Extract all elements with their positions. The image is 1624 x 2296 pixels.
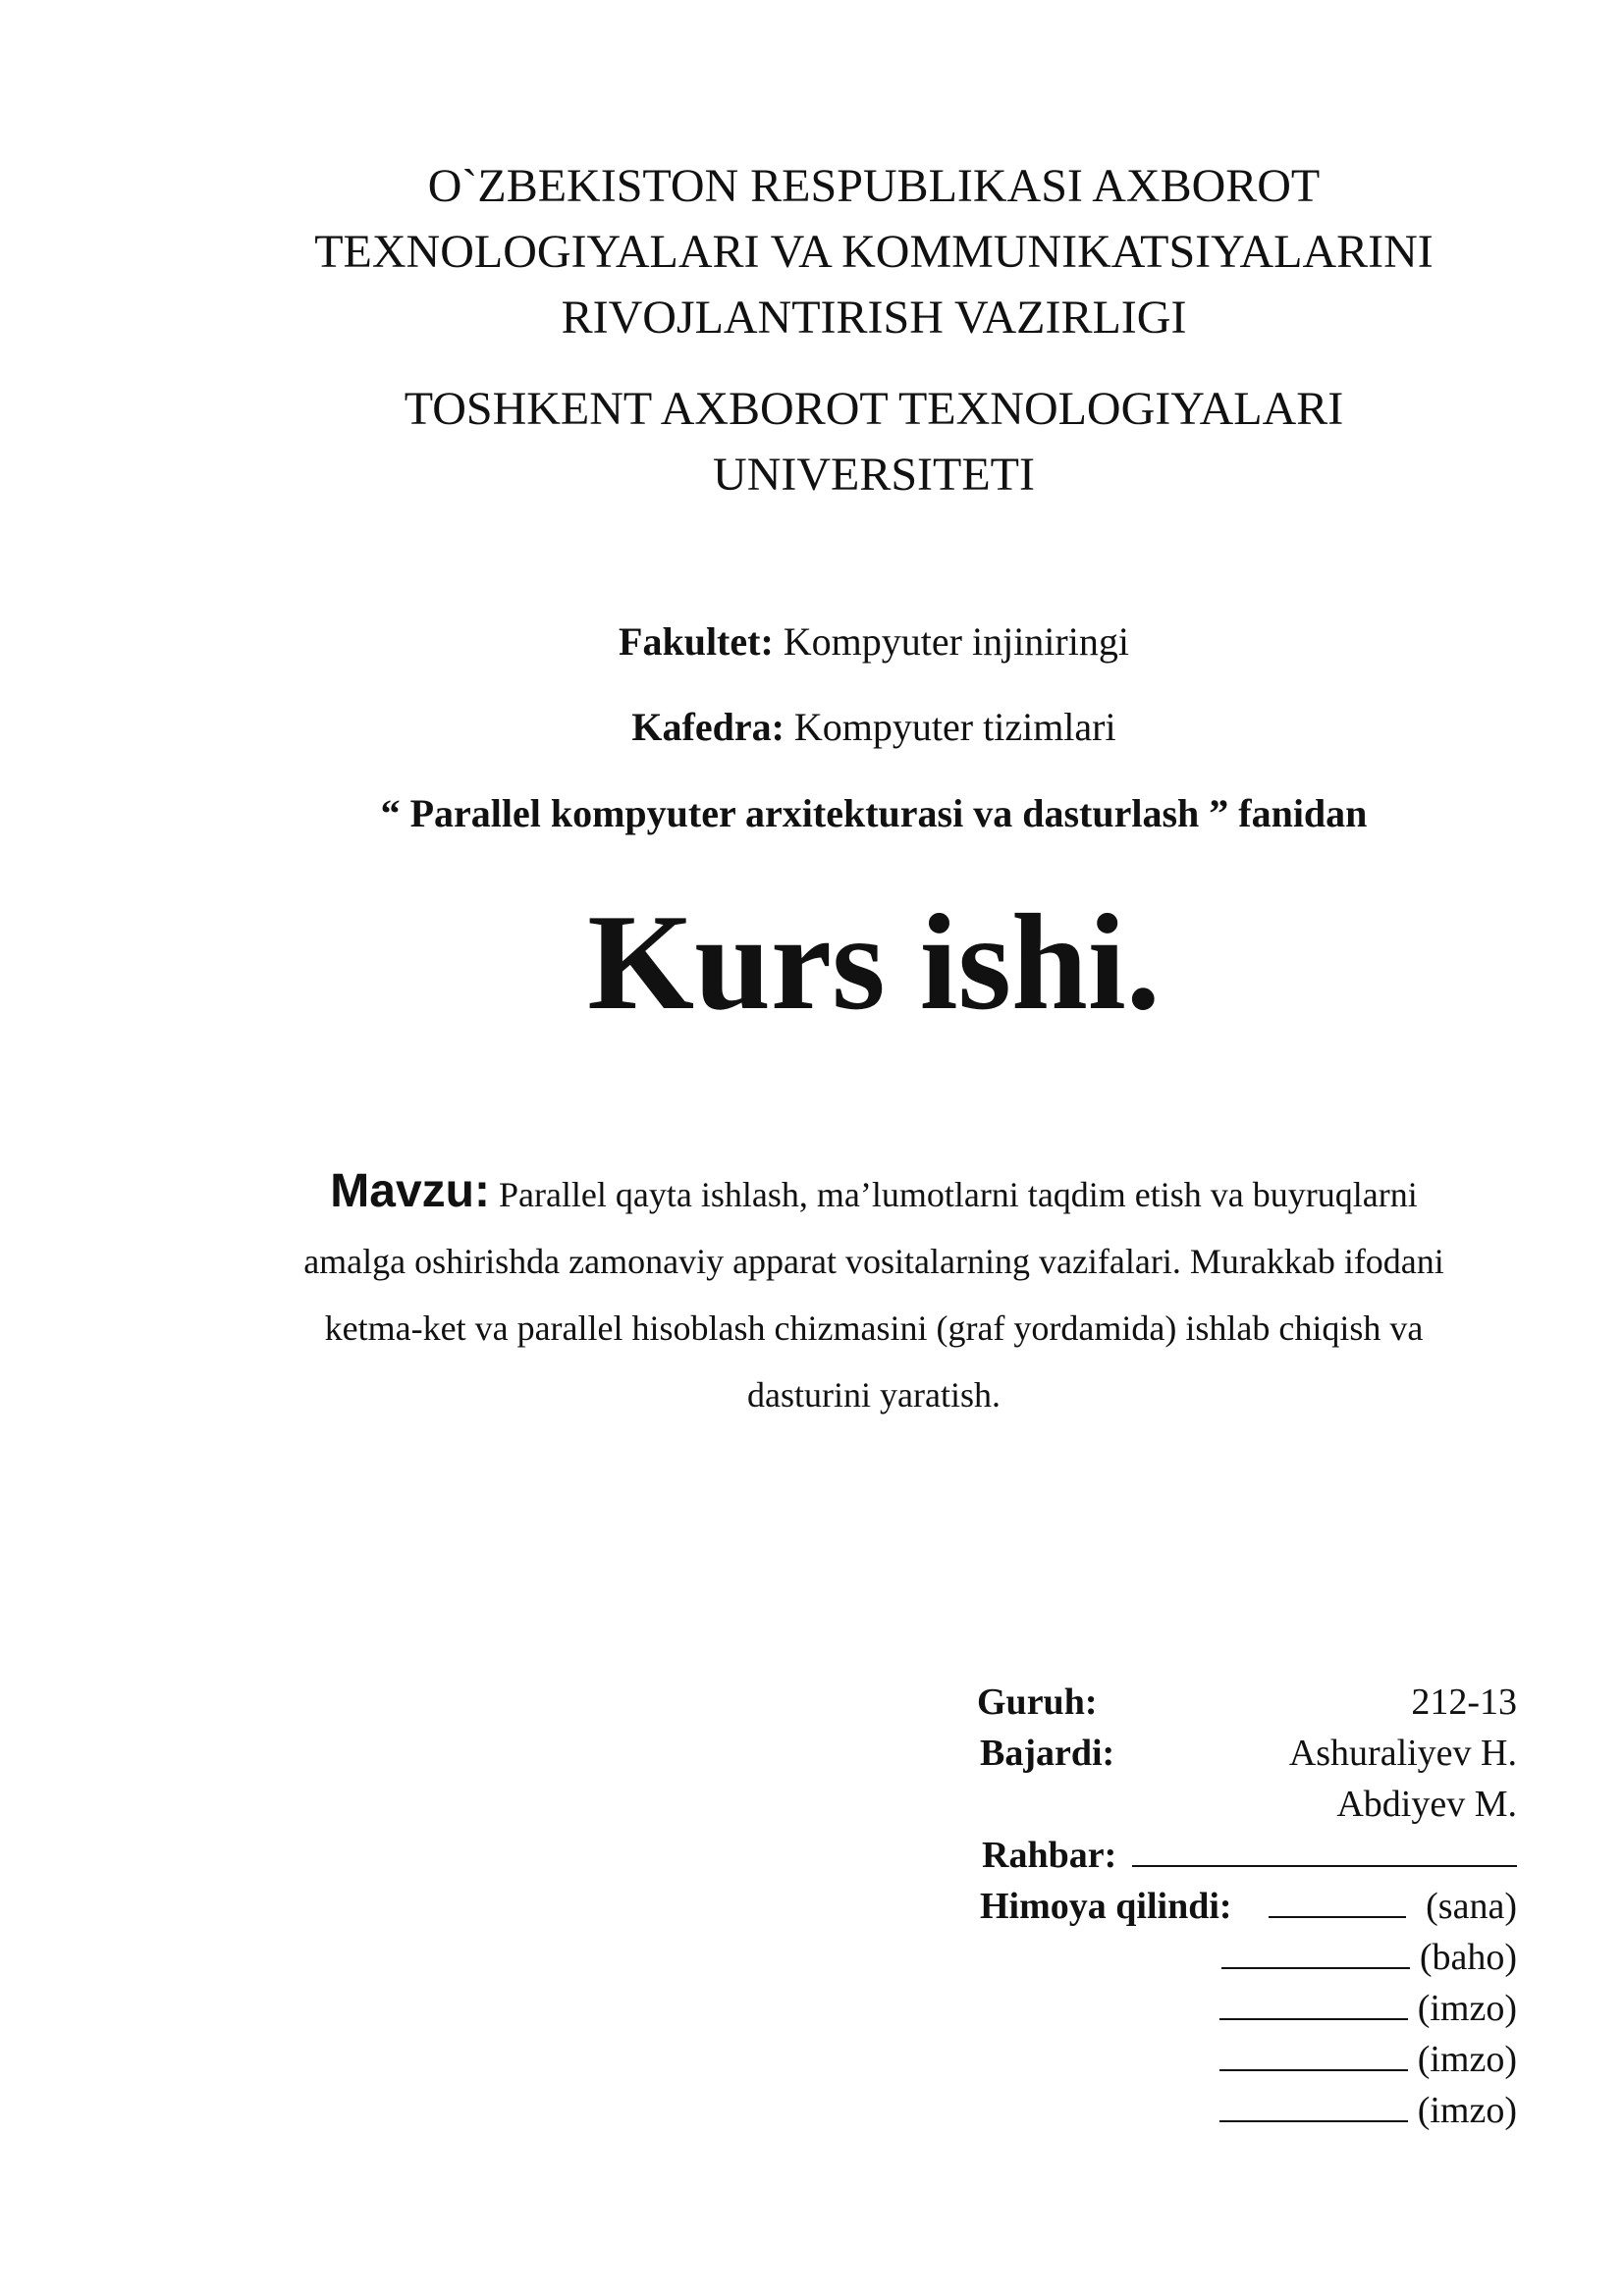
signature-wrap-1 [1219,1983,1517,2034]
university-line-2: UNIVERSITETI [713,449,1035,501]
ministry-heading [196,153,1551,350]
topic-line-4: dasturini yaratish. [747,1375,1001,1415]
supervisor-label: Rahbar: [982,1835,1117,1876]
signature-blank-2 [1219,2036,1408,2071]
fakultet-value: Kompyuter injiniringi [783,619,1129,664]
supervisor-blank-wrap [1132,1830,1517,1881]
supervisor-blank [1132,1832,1517,1867]
grade-note: (baho) [1419,1937,1517,1978]
signature-blank-1 [1219,1985,1408,2020]
date-blank [1269,1883,1406,1918]
ministry-line-2: TEXNOLOGIYALARI VA KOMMUNIKATSIYALARINI [314,226,1434,278]
performed-by-name-1: Ashuraliyev H. [1288,1733,1517,1774]
grade-wrap [1221,1932,1517,1983]
university-heading [196,376,1551,507]
ministry-line-3: RIVOJLANTIRISH VAZIRLIGI [561,292,1187,344]
topic-line-2: amalga oshirishda zamonaviy apparat vositalarning vazifalari. Murakkab ifodani [303,1242,1444,1281]
signature-note-1: (imzo) [1417,1988,1517,2029]
performed-by-name-2: Abdiyev M. [1336,1784,1517,1825]
signature-wrap-3 [1219,2085,1517,2136]
signature-note-2: (imzo) [1417,2039,1517,2080]
performed-by-label: Bajardi: [980,1733,1115,1774]
subject-line: “ Parallel kompyuter arxitekturasi va dasturlash ” fanidan [380,791,1368,835]
signature-blank-3 [1219,2087,1408,2122]
signature-wrap-2 [1219,2034,1517,2085]
topic-label: Mavzu: [330,1165,490,1217]
fakultet-label: Fakultet: [619,619,774,664]
university-line-1: TOSHKENT AXBOROT TEXNOLOGIYALARI [404,383,1344,435]
topic-line-3: ketma-ket va parallel hisoblash chizmasini (graf yordamida) ishlab chiqish va [324,1308,1424,1348]
grade-blank [1221,1934,1410,1969]
date-note: (sana) [1426,1886,1517,1927]
defended-label: Himoya qilindi: [980,1886,1232,1927]
ministry-line-1: O`ZBEKISTON RESPUBLIKASI AXBOROT [427,160,1321,212]
fakultet-line [196,617,1551,667]
kafedra-label: Kafedra: [631,705,785,749]
topic-block [196,1158,1551,1428]
topic-text-1: Parallel qayta ishlash, ma’lumotlarni taqdim etish va buyruqlarni [498,1175,1418,1214]
kafedra-line [196,703,1551,752]
signature-note-3: (imzo) [1417,2090,1517,2131]
document-title: Kurs ishi. [587,886,1161,1039]
topic-line-1 [196,1158,1551,1228]
kafedra-value: Kompyuter tizimlari [793,705,1116,749]
group-label: Guruh: [977,1682,1098,1723]
group-value: 212-13 [1411,1682,1517,1723]
defended-date-wrap [1269,1881,1517,1932]
